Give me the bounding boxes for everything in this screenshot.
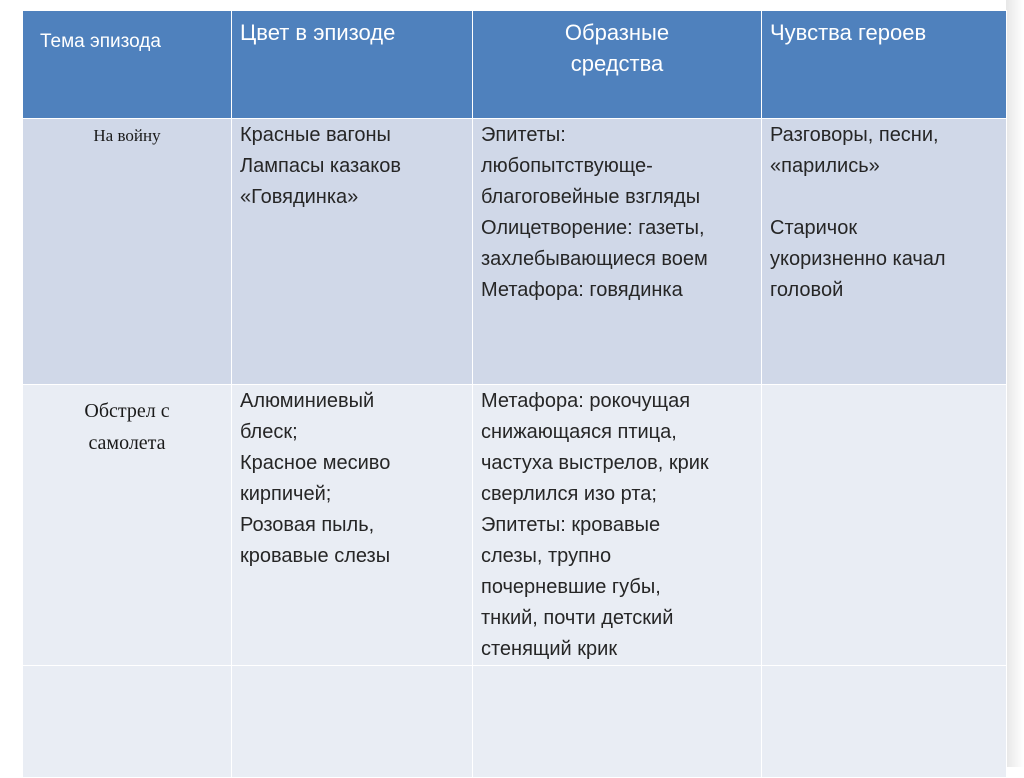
cell-line: кровавые слезы [240,545,391,567]
episodes-table [22,10,1007,778]
cell-line: частуха выстрелов, крик [481,452,709,474]
slide-shadow [1006,0,1024,767]
table-row [23,666,1007,778]
cell-line: Эпитеты: [481,124,566,146]
cell-line: благоговейные взгляды [481,186,701,208]
table-header-row [23,11,1007,119]
cell-line: Олицетворение: газеты, [481,217,705,239]
cell-line: Красное месиво [240,452,391,474]
cell-line: Лампасы казаков [240,155,401,177]
cell-line: самолета [88,432,166,454]
cell-figurative-means [473,119,762,385]
cell-line: Старичок [770,217,858,239]
header-figurative-means-text: Образные средства [564,20,670,76]
cell-feelings [762,119,1007,385]
cell-line: Разговоры, песни, [770,124,939,146]
cell-feelings [762,385,1007,666]
cell-line: Метафора: говядинка [481,279,683,301]
cell-figurative-means [473,666,762,778]
table-row [23,119,1007,385]
cell-line: сверлился изо рта; [481,483,657,505]
cell-line: Метафора: рокочущая [481,390,691,412]
cell-line: блеск; [240,421,298,443]
cell-line: почерневшие губы, [481,576,661,598]
cell-line: Красные вагоны [240,124,391,146]
cell-line: головой [770,279,844,301]
header-episode-color: Цвет в эпизоде [232,11,473,119]
cell-line: кирпичей; [240,483,332,505]
cell-line: «парились» [770,155,880,177]
cell-line: Алюминиевый [240,390,375,412]
cell-line: любопытствующе- [481,155,653,177]
cell-line: Обстрел с [84,400,170,422]
cell-color [232,385,473,666]
table-row [23,385,1007,666]
cell-line: укоризненно качал [770,248,946,270]
cell-line: На войну [93,126,161,145]
cell-line: Розовая пыль, [240,514,375,536]
cell-line: снижающаяся птица, [481,421,677,443]
cell-line: «Говядинка» [240,186,359,208]
cell-line: стенящий крик [481,638,618,660]
cell-theme [23,666,232,778]
cell-line: слезы, трупно [481,545,612,567]
cell-feelings [762,666,1007,778]
header-figurative-means [473,11,762,119]
header-heroes-feelings: Чувства героев [762,11,1007,119]
cell-color [232,119,473,385]
cell-line: тнкий, почти детский [481,607,674,629]
cell-line: захлебывающиеся воем [481,248,708,270]
cell-blank-line [770,182,998,213]
cell-figurative-means [473,385,762,666]
header-episode-theme: Тема эпизода [23,11,232,119]
cell-theme [23,119,232,385]
cell-color [232,666,473,778]
cell-theme [23,385,232,666]
cell-line: Эпитеты: кровавые [481,514,661,536]
